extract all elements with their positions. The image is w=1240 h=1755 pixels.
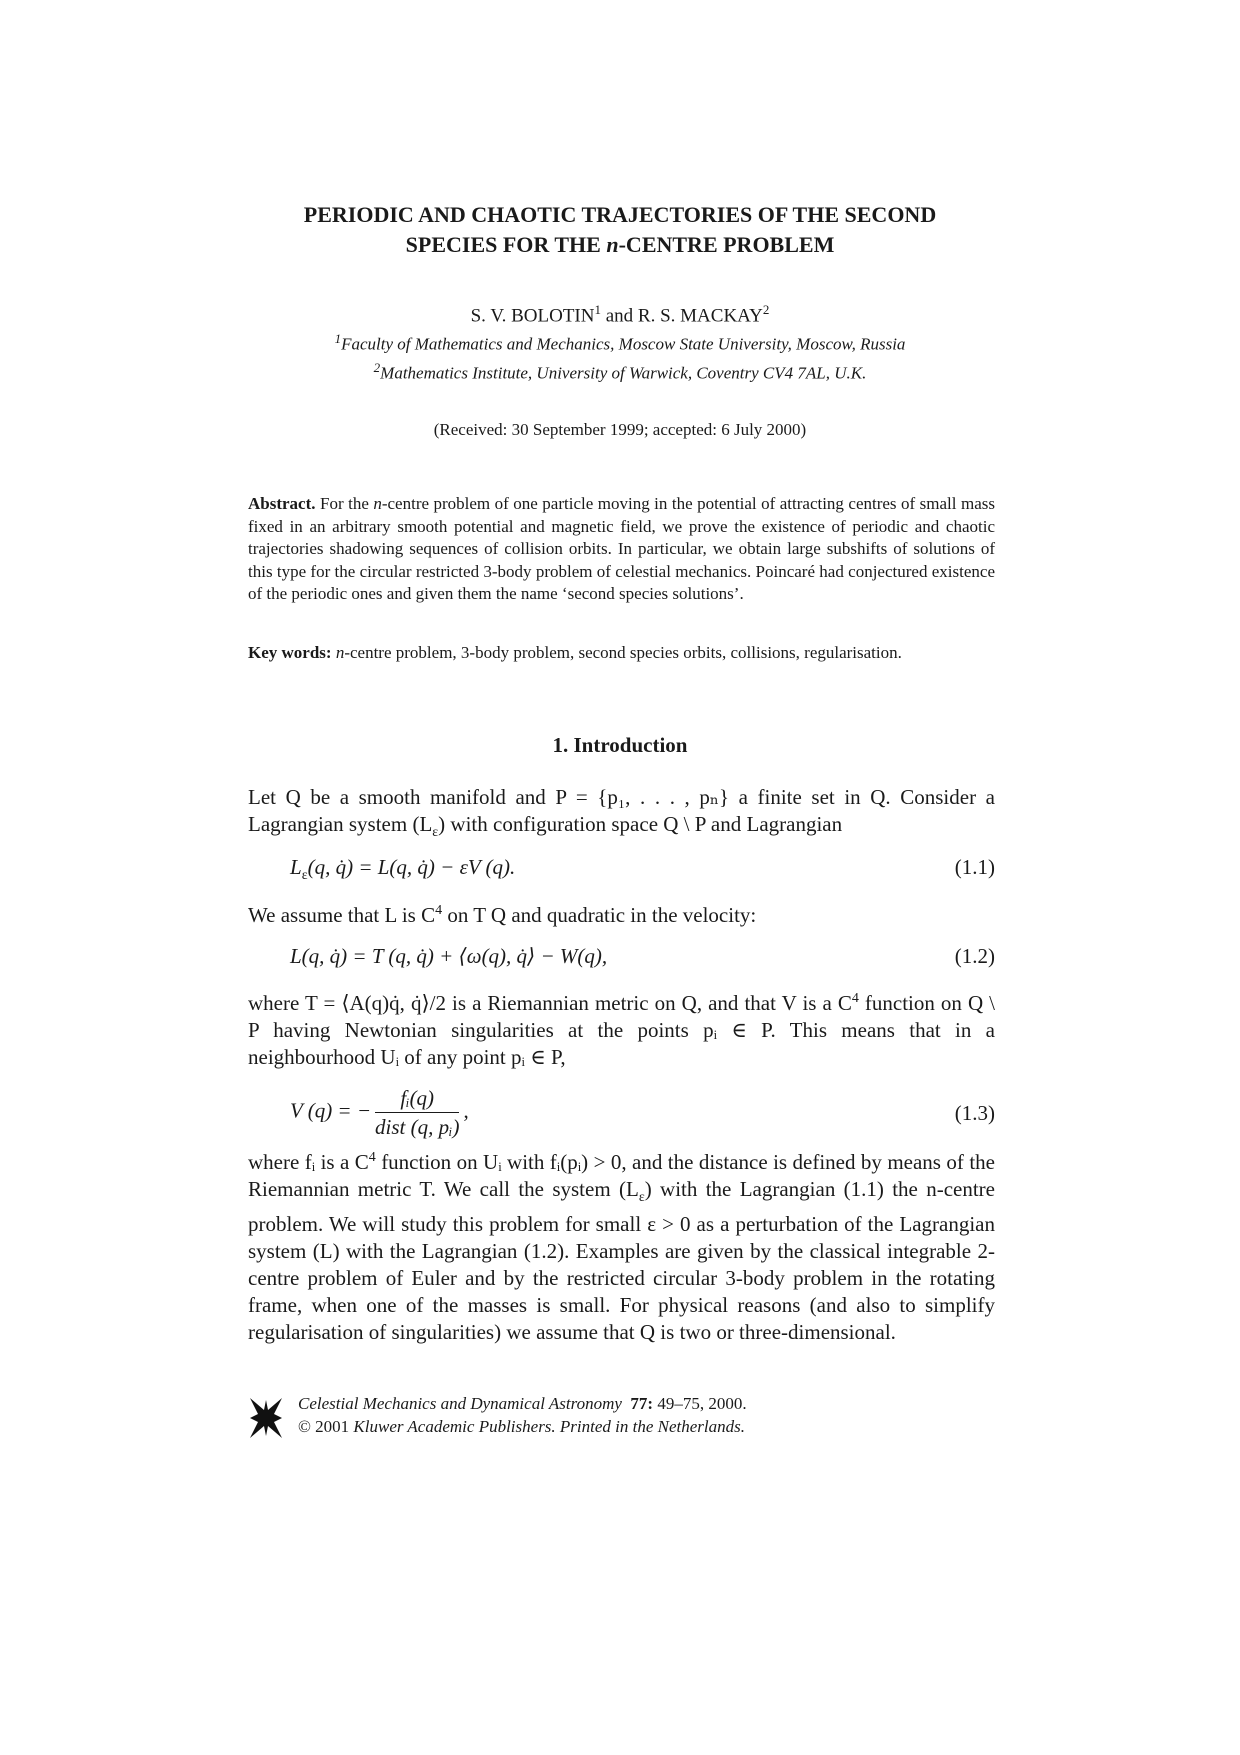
equation-1-1 — [290, 852, 995, 882]
paragraph-2 — [248, 897, 995, 929]
abstract-label: Abstract. — [248, 494, 316, 513]
publisher-name: Kluwer Academic Publishers. Printed in the Netherlands. — [353, 1417, 746, 1436]
equation-1-2-number: (1.2) — [954, 944, 995, 968]
title-line-2-prefix: SPECIES FOR THE — [405, 232, 607, 257]
keywords-label: Key words: — [248, 643, 332, 662]
equation-1-2 — [290, 941, 995, 971]
journal-line — [298, 1392, 747, 1415]
author-1: S. V. BOLOTIN — [470, 305, 595, 327]
equation-1-1-body: (q, q̇) = L(q, q̇) − εV (q). — [307, 855, 516, 879]
equation-1-3-lhs: V (q) = − — [290, 1098, 372, 1123]
affiliation-2 — [250, 356, 990, 385]
journal-pages: 49–75, 2000. — [653, 1394, 747, 1413]
author-2: R. S. MACKAY — [637, 305, 763, 327]
keywords-n: n — [335, 643, 345, 662]
equation-1-3-numerator: fᵢ(q) — [375, 1084, 459, 1113]
author-line — [250, 298, 990, 327]
copyright-year: 2001 — [310, 1417, 354, 1436]
paragraph-4-text-b: function on Uᵢ with fᵢ(pᵢ) > 0, and the distance is defined by means of the Riemannian metric T. We call the system (L — [248, 1150, 995, 1201]
journal-volume: 77: — [630, 1394, 654, 1413]
author-block — [250, 298, 990, 385]
paragraph-2-text-b: on T Q and quadratic in the velocity: — [442, 903, 757, 927]
equation-1-3-fraction — [375, 1084, 459, 1141]
author-and: and — [600, 305, 638, 327]
copyright-symbol: © — [298, 1417, 311, 1436]
affiliation-2-text: Mathematics Institute, University of Warwick, Coventry CV4 7AL, U.K. — [380, 363, 867, 383]
keywords-text: -centre problem, 3-body problem, second species orbits, collisions, regularisation. — [344, 643, 902, 662]
equation-1-1-lhs: L — [290, 855, 302, 879]
equation-1-3 — [290, 1084, 995, 1144]
abstract-n: n — [373, 494, 382, 513]
paragraph-1-sub: ε — [432, 825, 439, 841]
keywords — [248, 642, 995, 664]
abstract — [248, 493, 995, 606]
paragraph-1 — [248, 784, 995, 846]
copyright-line — [298, 1415, 747, 1438]
paragraph-4 — [248, 1144, 995, 1346]
title-line-2-suffix: -CENTRE PROBLEM — [618, 232, 835, 257]
title-line-2-n: n — [606, 232, 619, 257]
section-heading: 1. Introduction — [552, 733, 688, 757]
journal-footer — [298, 1392, 747, 1438]
paragraph-2-text-a: We assume that L is C — [248, 903, 436, 927]
paragraph-4-sup: 4 — [368, 1150, 376, 1165]
paragraph-1-text-b: ) with configuration space Q \ P and Lagrangian — [438, 812, 843, 836]
author-1-sup: 1 — [594, 302, 601, 317]
paragraph-4-text-c: ) with the Lagrangian (1.1) the n-centre problem. We will study this problem for small ε > 0 as a perturbation of the Lagrangian system (L) with the Lagrangian (1.2). Examples are given by the classical integrable 2-centre problem of Euler and by the restricted circular 3-body problem in the rotating frame, when one of the masses is small. For physical reasons (and also to simplify regularisation of singularities) we assume that Q is two or three-dimensional. — [248, 1177, 995, 1345]
paragraph-1-text-a: Let Q be a smooth manifold and P = {p₁, . . . , pₙ} a finite set in Q. Consider a Lagrangian system (L — [248, 785, 995, 836]
paragraph-2-sup: 4 — [435, 903, 443, 918]
kluwer-logo-icon — [248, 1396, 284, 1440]
journal-name: Celestial Mechanics and Dynamical Astronomy — [298, 1394, 622, 1413]
affiliation-2-sup: 2 — [373, 359, 381, 375]
paragraph-3-text-b: function on Q \ P having Newtonian singularities at the points pᵢ ∈ P. This means that in a neighbourhood Uᵢ of any point pᵢ ∈ P, — [248, 991, 995, 1069]
paragraph-3-sup: 4 — [851, 991, 859, 1006]
equation-1-3-number: (1.3) — [954, 1101, 995, 1125]
equation-1-2-body: L(q, q̇) = T (q, q̇) + ⟨ω(q), q̇⟩ − W(q), — [290, 944, 608, 968]
paragraph-3 — [248, 985, 995, 1071]
received-dates: (Received: 30 September 1999; accepted: 6 July 2000) — [433, 420, 807, 439]
title-line-1: PERIODIC AND CHAOTIC TRAJECTORIES OF THE SECOND — [303, 202, 937, 227]
equation-1-3-tail: , — [463, 1098, 469, 1123]
equation-1-1-sub: ε — [301, 868, 308, 884]
paragraph-4-sub: ε — [638, 1190, 645, 1206]
affiliation-1-text: Faculty of Mathematics and Mechanics, Moscow State University, Moscow, Russia — [341, 334, 906, 354]
affiliation-1 — [250, 327, 990, 356]
abstract-text-pre: For the — [315, 494, 374, 513]
abstract-text-post: -centre problem of one particle moving in the potential of attracting centres of small mass fixed in an arbitrary smooth potential and magnetic field, we prove the existence of periodic and chaotic trajectories shadowing sequences of collision orbits. In particular, we obtain large subshifts of solutions of this type for the circular restricted 3-body problem of celestial mechanics. Poincaré had conjectured existence of the periodic ones and given them the name ‘second species solutions’. — [248, 494, 995, 604]
equation-1-1-number: (1.1) — [954, 855, 995, 879]
paper-title — [250, 200, 990, 260]
equation-1-3-denominator: dist (q, pᵢ) — [375, 1115, 460, 1139]
paragraph-3-text-a: where T = ⟨A(q)q̇, q̇⟩/2 is a Riemannian metric on Q, and that V is a C — [248, 991, 852, 1015]
author-2-sup: 2 — [762, 302, 770, 317]
affiliation-1-sup: 1 — [334, 331, 342, 347]
paragraph-4-text-a: where fᵢ is a C — [248, 1150, 369, 1174]
